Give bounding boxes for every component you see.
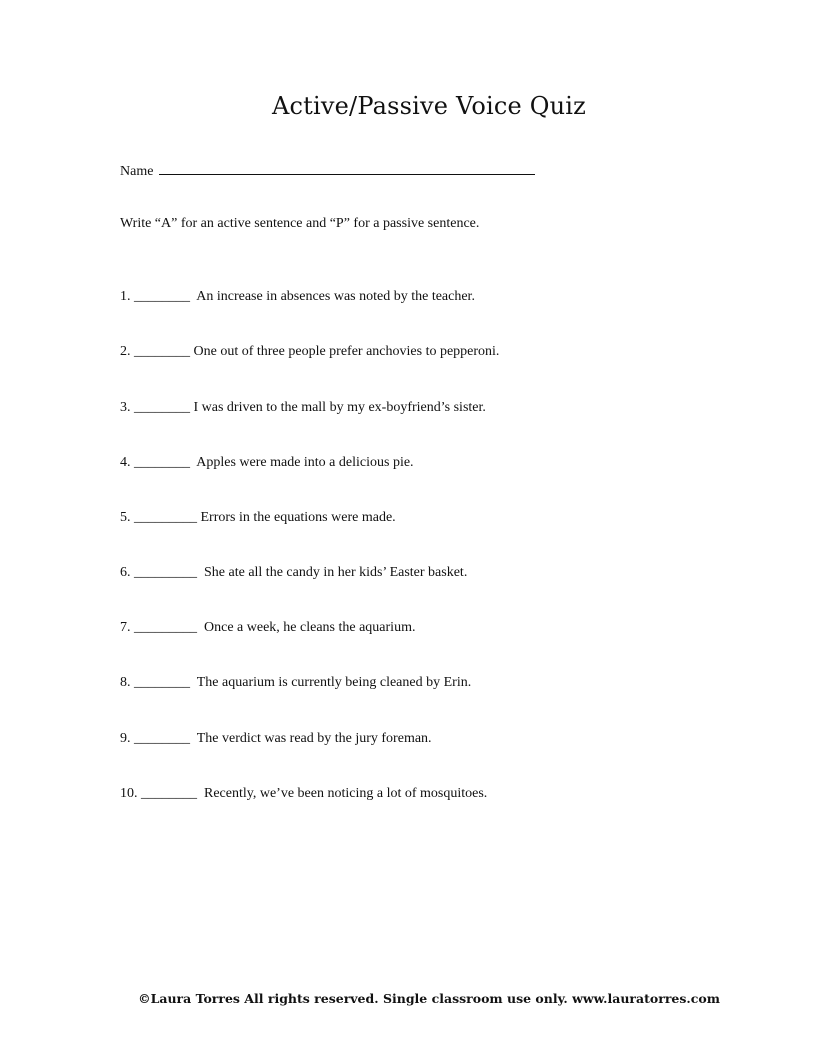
answer-blank[interactable]: ________ bbox=[130, 731, 190, 746]
question-number: 7. bbox=[120, 620, 131, 635]
question-number: 8. bbox=[120, 675, 131, 690]
answer-blank[interactable]: _________ bbox=[130, 565, 197, 580]
instructions: Write “A” for an active sentence and “P” for a passive sentence. bbox=[120, 216, 480, 231]
page-title: Active/Passive Voice Quiz bbox=[272, 92, 586, 120]
question-text: One out of three people prefer anchovies to pepperoni. bbox=[190, 344, 500, 359]
question-item bbox=[120, 786, 487, 802]
answer-blank[interactable]: ________ bbox=[130, 289, 190, 304]
copyright-footer: ©Laura Torres All rights reserved. Single classroom use only. www.lauratorres.com bbox=[138, 991, 720, 1006]
question-text: She ate all the candy in her kids’ Easter basket. bbox=[197, 565, 468, 580]
name-field[interactable] bbox=[159, 160, 535, 175]
question-item bbox=[120, 731, 432, 747]
question-number: 6. bbox=[120, 565, 131, 580]
question-text: I was driven to the mall by my ex-boyfriend’s sister. bbox=[190, 400, 486, 415]
question-item bbox=[120, 289, 475, 305]
question-item bbox=[120, 400, 486, 416]
question-item bbox=[120, 455, 414, 471]
answer-blank[interactable]: _________ bbox=[130, 620, 197, 635]
question-text: Recently, we’ve been noticing a lot of mosquitoes. bbox=[197, 786, 488, 801]
name-label: Name bbox=[120, 164, 154, 179]
question-text: The verdict was read by the jury foreman. bbox=[190, 731, 432, 746]
question-text: Apples were made into a delicious pie. bbox=[190, 455, 414, 470]
question-number: 4. bbox=[120, 455, 131, 470]
question-number: 3. bbox=[120, 400, 131, 415]
question-number: 5. bbox=[120, 510, 131, 525]
name-field-row bbox=[120, 160, 535, 180]
answer-blank[interactable]: ________ bbox=[137, 786, 197, 801]
question-item bbox=[120, 344, 499, 360]
question-text: Errors in the equations were made. bbox=[197, 510, 396, 525]
question-text: Once a week, he cleans the aquarium. bbox=[197, 620, 416, 635]
answer-blank[interactable]: ________ bbox=[130, 455, 190, 470]
question-item bbox=[120, 510, 396, 526]
question-text: An increase in absences was noted by the teacher. bbox=[190, 289, 475, 304]
answer-blank[interactable]: ________ bbox=[130, 344, 190, 359]
question-text: The aquarium is currently being cleaned by Erin. bbox=[190, 675, 472, 690]
question-number: 9. bbox=[120, 731, 131, 746]
question-number: 1. bbox=[120, 289, 131, 304]
question-number: 2. bbox=[120, 344, 131, 359]
question-item bbox=[120, 565, 467, 581]
question-item bbox=[120, 675, 471, 691]
answer-blank[interactable]: ________ bbox=[130, 400, 190, 415]
answer-blank[interactable]: _________ bbox=[130, 510, 197, 525]
answer-blank[interactable]: ________ bbox=[130, 675, 190, 690]
question-number: 10. bbox=[120, 786, 138, 801]
question-item bbox=[120, 620, 415, 636]
